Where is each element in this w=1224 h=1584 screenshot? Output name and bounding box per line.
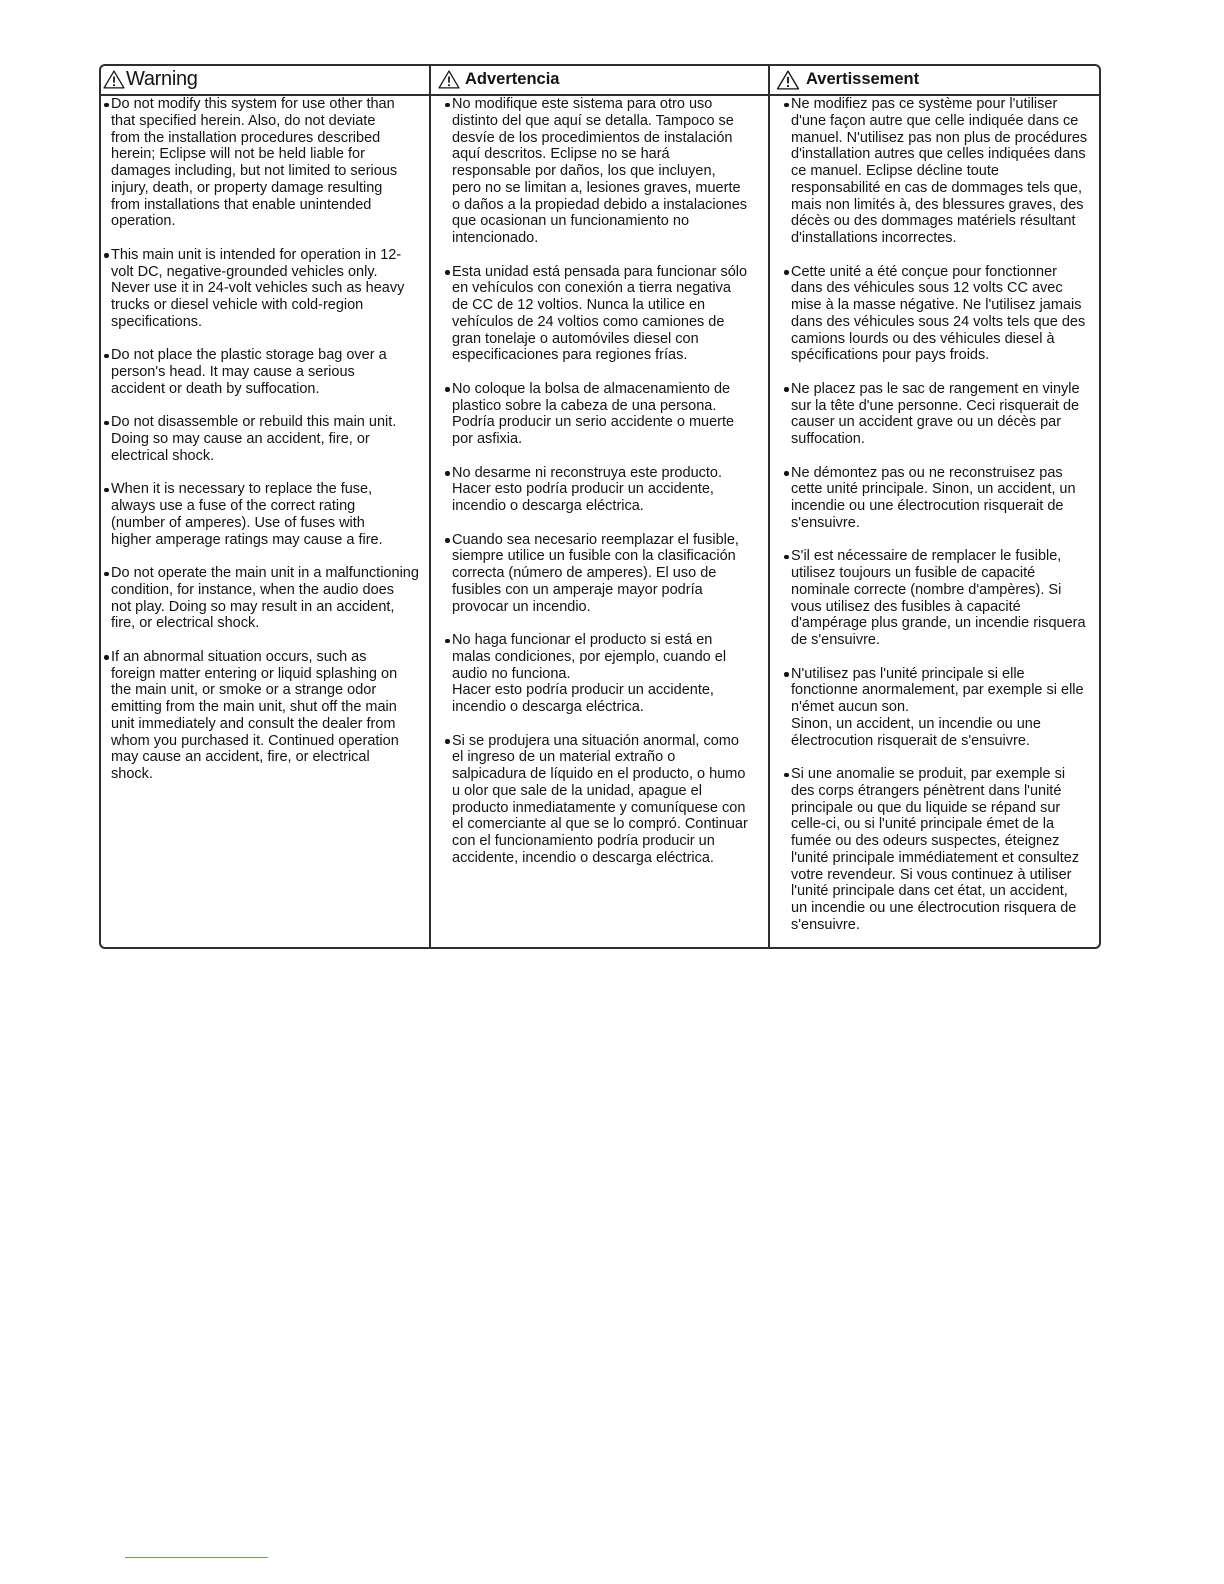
footnote-rule	[125, 1557, 268, 1558]
warning-triangle-icon	[103, 70, 125, 89]
bullet-icon	[104, 354, 109, 359]
header-title: Warning	[126, 68, 198, 90]
warning-item	[452, 264, 766, 365]
warning-item	[111, 565, 427, 632]
warning-item	[452, 532, 766, 616]
header-warning-es	[438, 65, 559, 94]
warning-item	[111, 414, 427, 464]
warning-item-text: This main unit is intended for operation in 12- volt DC, negative-grounded vehicles only. Never use it in 24-volt vehicles such as heavy trucks or diesel vehicle with cold-region specifications.	[111, 246, 405, 330]
warning-item	[111, 247, 427, 331]
bullet-icon	[445, 639, 450, 644]
bullet-icon	[445, 270, 450, 275]
warning-item	[111, 347, 427, 397]
warning-item	[452, 381, 766, 448]
bullet-icon	[104, 655, 109, 660]
bullet-icon	[784, 555, 789, 560]
warning-item-text: When it is necessary to replace the fuse, always use a fuse of the correct rating (number of amperes). Use of fuses with higher amperage ratings may cause a fire.	[111, 481, 383, 548]
warning-item-text: Ne modifiez pas ce système pour l'utiliser d'une façon autre que celle indiquée dans ce manuel. N'utilisez pas non plus de procédures d'installation autres que celles indiquées dans ce manuel. Eclipse décline toute responsabilité en cas de dommages tels que, mais non limités à, des blessures graves, des décès ou des dommages matériels résultant d'installations incorrectes.	[791, 96, 1088, 246]
bullet-icon	[445, 103, 450, 108]
bullet-icon	[104, 421, 109, 426]
warning-item-text: No coloque la bolsa de almacenamiento de plastico sobre la cabeza de una persona. Podría producir un serio accidente o muerte por asfixia.	[452, 380, 735, 447]
bullet-icon	[784, 270, 789, 275]
header-warning-fr	[776, 65, 919, 94]
column-divider	[768, 65, 770, 948]
warning-item-text: N'utilisez pas l'unité principale si elle fonctionne anormalement, par exemple si elle n'émet aucun son. Sinon, un accident, un incendie ou une électrocution risquerait de s'ensuivre.	[791, 665, 1084, 749]
bullet-icon	[104, 488, 109, 493]
warning-item-text: If an abnormal situation occurs, such as foreign matter entering or liquid splashing on the main unit, or smoke or a strange odor emitting from the main unit, shut off the main unit immediately and consult the dealer from whom you purchased it. Continued operation may cause an accident, fire, or electrical shock.	[111, 648, 399, 782]
header-title: Avertissement	[806, 70, 920, 88]
warning-item-text: Do not place the plastic storage bag over a person's head. It may cause a serious accident or death by suffocation.	[111, 347, 387, 397]
warning-item	[111, 649, 427, 783]
warning-item-text: No haga funcionar el producto si está en malas condiciones, por ejemplo, cuando el audio no funciona. Hacer esto podría producir un accidente, incendio o descarga eléctrica.	[452, 632, 727, 715]
warning-item	[452, 733, 766, 867]
warning-item-text: Esta unidad está pensada para funcionar sólo en vehículos con conexión a tierra negativa de CC de 12 voltios. Nunca la utilice en vehículos de 24 voltios como camiones de gran tonelaje o automóviles diesel con especificaciones para regiones frías.	[452, 263, 748, 364]
warning-item-text: Cuando sea necesario reemplazar el fusible, siempre utilice un fusible con la clasificación correcta (número de amperes). El uso de fusibles con un amperaje mayor podría provocar un incendio.	[452, 531, 739, 615]
warning-list-fr	[791, 96, 1098, 950]
warning-item-text: Si se produjera una situación anormal, como el ingreso de un material extraño o salpicadura de líquido en el producto, o humo u olor que sale de la unidad, apague el producto inmediatamente y comuníquese con el comerciante al que se lo compró. Continuar con el funcionamiento podría producir un accidente, incendio o descarga eléctrica.	[452, 732, 748, 866]
warning-item	[791, 96, 1098, 247]
warning-item	[111, 481, 427, 548]
warning-item-text: Cette unité a été conçue pour fonctionner dans des véhicules sous 12 volts CC avec mise à la masse négative. Ne l'utilisez jamais dans des véhicules sous 24 volts tels que des camions lourds ou des véhicules diesel à spécifications pour pays froids.	[791, 263, 1086, 364]
warning-triangle-icon	[438, 70, 460, 89]
warning-item-text: No modifique este sistema para otro uso distinto del que aquí se detalla. Tampoco se desvíe de los procedimientos de instalación aquí descritos. Eclipse no se hará responsable por daños, los que incluyen, pero no se limitan a, lesiones graves, muerte o daños a la propiedad debido a instalaciones que ocasionan un funcionamiento no intencionado.	[452, 96, 748, 246]
warning-list-en	[111, 96, 427, 800]
warning-item	[791, 264, 1098, 365]
warning-item-text: Ne placez pas le sac de rangement en vinyle sur la tête d'une personne. Ceci risquerait de causer un accident grave ou un décès par suffocation.	[791, 380, 1080, 447]
bullet-icon	[784, 103, 789, 108]
warning-item	[791, 465, 1098, 532]
warning-item	[452, 96, 766, 247]
bullet-icon	[104, 572, 109, 577]
bullet-icon	[104, 103, 109, 108]
bullet-icon	[784, 471, 789, 476]
header-title: Advertencia	[465, 70, 560, 88]
warning-item-text: Do not modify this system for use other than that specified herein. Also, do not deviate from the installation procedures described herein; Eclipse will not be held liable for damages including, but not limited to serious injury, death, or property damage resulting from installations that enable unintended operation.	[111, 96, 398, 230]
warning-item-text: Do not disassemble or rebuild this main unit. Doing so may cause an accident, fire, or electrical shock.	[111, 414, 397, 464]
warning-item	[791, 766, 1098, 934]
warning-item	[791, 381, 1098, 448]
header-warning-en	[103, 65, 198, 94]
warning-item-text: Ne démontez pas ou ne reconstruisez pas cette unité principale. Sinon, un accident, un incendie ou une électrocution risquerait de s'ensuivre.	[791, 464, 1076, 531]
bullet-icon	[784, 387, 789, 392]
warning-item	[791, 666, 1098, 750]
warning-item	[452, 465, 766, 515]
warning-item-text: S'il est nécessaire de remplacer le fusible, utilisez toujours un fusible de capacité nominale correcte (nombre d'ampères). Si vous utilisez des fusibles à capacité d'ampérage plus grande, un incendie risquera de s'ensuivre.	[791, 548, 1086, 648]
bullet-icon	[445, 739, 450, 744]
warning-item	[111, 96, 427, 230]
bullet-icon	[784, 773, 789, 778]
bullet-icon	[445, 387, 450, 392]
column-divider	[429, 65, 431, 948]
warning-item-text: Do not operate the main unit in a malfunctioning condition, for instance, when the audio does not play. Doing so may result in an accident, fire, or electrical shock.	[111, 565, 419, 632]
bullet-icon	[445, 538, 450, 543]
warning-list-es	[452, 96, 766, 883]
warning-item	[452, 632, 766, 716]
bullet-icon	[445, 471, 450, 476]
bullet-icon	[104, 253, 109, 258]
bullet-icon	[784, 672, 789, 677]
warning-item	[791, 548, 1098, 649]
warning-item-text: No desarme ni reconstruya este producto. Hacer esto podría producir un accidente, incendio o descarga eléctrica.	[452, 464, 722, 514]
warning-item-text: Si une anomalie se produit, par exemple si des corps étrangers pénètrent dans l'unité principale ou que du liquide se répand sur celle-ci, ou si l'unité principale émet de la fumée ou des odeurs suspectes, éteignez l'unité principale immédiatement et consultez votre revendeur. Si vous continuez à utiliser l'unité principale dans cet état, un accident, un incendie ou une électrocution risquera de s'ensuivre.	[791, 766, 1080, 933]
warning-triangle-icon	[776, 70, 800, 90]
